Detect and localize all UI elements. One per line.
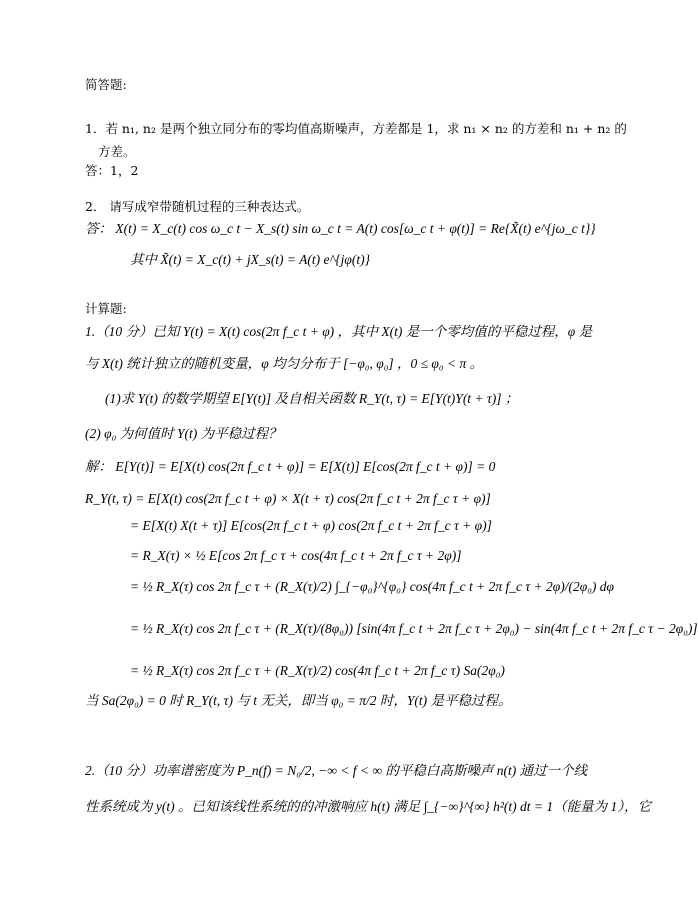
c2-text-line2: 性系统成为 y(t) 。已知该线性系统的的冲激响应 h(t) 满足 ∫_{−∞}^{∞} h²(t) dt = 1（能量为 1），它	[85, 799, 651, 814]
short-answer-heading: 简答题:	[85, 77, 127, 92]
c1-text-line1: 1.（10 分）已知 Y(t) = X(t) cos(2π f_c t + φ) ，其中 X(t) 是一个零均值的平稳过程，φ 是	[85, 324, 593, 339]
c1-solution-line4: = R_X(τ) × ½ E[cos 2π f_c τ + cos(4π f_c t + 2π f_c τ + 2φ)]	[130, 548, 462, 563]
c1-solution-line6: = ½ R_X(τ) cos 2π f_c τ + (R_X(τ)/(8φ₀)) [sin(4π f_c t + 2π f_c τ + 2φ₀) − sin(4π f_c t + 2π f_c τ − 2φ₀)]	[130, 621, 698, 636]
c1-question-2: (2) φ₀ 为何值时 Y(t) 为平稳过程？	[85, 426, 282, 441]
c1-solution-line3: = E[X(t) X(t + τ)] E[cos(2π f_c t + φ) cos(2π f_c t + 2π f_c τ + φ)]	[130, 518, 492, 533]
c1-solution-line5: = ½ R_X(τ) cos 2π f_c τ + (R_X(τ)/2) ∫_{−φ₀}^{φ₀} cos(4π f_c t + 2π f_c τ + 2φ)/(2φ₀) dφ	[130, 579, 614, 594]
c1-solution-line1: 解： E[Y(t)] = E[X(t) cos(2π f_c t + φ)] = E[X(t)] E[cos(2π f_c t + φ)] = 0	[85, 459, 496, 474]
c1-solution-line7: = ½ R_X(τ) cos 2π f_c τ + (R_X(τ)/2) cos(4π f_c t + 2π f_c τ) Sa(2φ₀)	[130, 663, 505, 678]
q1-text-line2: 方差。	[98, 144, 136, 159]
calc-heading: 计算题:	[85, 301, 127, 316]
c1-text-line2: 与 X(t) 统计独立的随机变量，φ 均匀分布于 [−φ₀, φ₀] ，0 ≤ φ₀ < π 。	[85, 356, 484, 371]
q2-answer-line2: 其中 X̃(t) = X_c(t) + jX_s(t) = A(t) e^{jφ(t)}	[130, 252, 370, 267]
q2-text: 2． 请写成窄带随机过程的三种表达式。	[85, 199, 310, 214]
q1-answer: 答：1，2	[85, 163, 139, 178]
c1-solution-line2: R_Y(t, τ) = E[X(t) cos(2π f_c t + φ) × X(t + τ) cos(2π f_c t + 2π f_c τ + φ)]	[85, 491, 491, 506]
q2-answer-line1: 答： X(t) = X_c(t) cos ω_c t − X_s(t) sin ω_c t = A(t) cos[ω_c t + φ(t)] = Re{X̃(t) e^{jω_c t}}	[85, 221, 596, 236]
c1-question-1: (1)求 Y(t) 的数学期望 E[Y(t)] 及自相关函数 R_Y(t, τ) = E[Y(t)Y(t + τ)] ；	[105, 391, 519, 406]
q1-text-line1: 1．若 n₁, n₂ 是两个独立同分布的零均值高斯噪声，方差都是 1，求 n₁ × n₂ 的方差和 n₁ + n₂ 的	[85, 121, 627, 136]
c1-conclusion: 当 Sa(2φ₀) = 0 时 R_Y(t, τ) 与 t 无关，即当 φ₀ = π/2 时，Y(t) 是平稳过程。	[85, 693, 512, 708]
c2-text-line1: 2.（10 分）功率谱密度为 P_n(f) = N₀/2, −∞ < f < ∞ 的平稳白高斯噪声 n(t) 通过一个线	[85, 763, 588, 778]
